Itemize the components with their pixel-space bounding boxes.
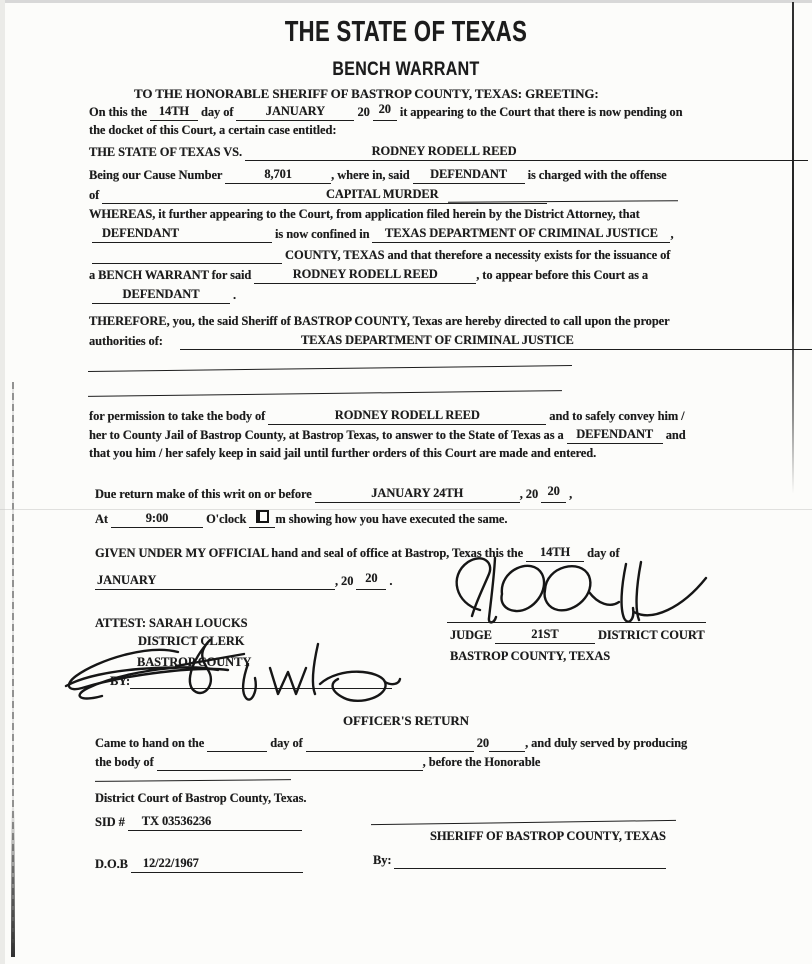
- authorities-label: authorities of:: [89, 334, 163, 348]
- return-line2-pre: the body of: [95, 755, 154, 769]
- month-field: JANUARY: [236, 103, 354, 121]
- judge-county-line: BASTROP COUNTY, TEXAS: [450, 649, 611, 663]
- permission-name-field: RODNEY RODELL REED: [268, 407, 546, 425]
- due-return-mid: , 20: [519, 487, 539, 501]
- permission-post: and to safely convey him /: [549, 409, 685, 423]
- cause-pre: Being our Cause Number: [89, 168, 223, 182]
- sheriff-by-line: [373, 851, 666, 869]
- cause-mid: , where in, said: [331, 168, 410, 182]
- warrant-post: , to appear before this Court as a: [476, 268, 649, 282]
- return-line1-mid2: 20: [476, 736, 490, 750]
- county-stamp: BASTROP COUNTY: [137, 655, 252, 669]
- testimonium-month-field: JANUARY: [95, 572, 335, 590]
- judge-line: [450, 626, 705, 644]
- authority-field: TEXAS DEPARTMENT OF CRIMINAL JUSTICE: [180, 332, 812, 350]
- whereas-line-3: [92, 246, 670, 264]
- return-body-blank: [157, 753, 423, 771]
- return-year-field: [541, 485, 566, 503]
- permission-line-2: [89, 426, 686, 444]
- defendant-name-field: RODNEY RODELL REED: [245, 143, 808, 161]
- opening-line-2: the docket of this Court, a certain case entitled:: [89, 123, 337, 137]
- document-subtitle: BENCH WARRANT: [332, 59, 480, 80]
- return-line1-mid1: day of: [270, 736, 303, 750]
- return-date-field: JANUARY 24TH: [315, 485, 520, 503]
- appear-as-field: DEFENDANT: [92, 286, 230, 304]
- attest-line-1: ATTEST: SARAH LOUCKS: [95, 616, 248, 630]
- document-title: THE STATE OF TEXAS: [284, 16, 528, 48]
- return-line1-pre: Came to hand on the: [95, 736, 205, 750]
- opening-pre: On this the: [89, 105, 147, 119]
- year-value: 20: [378, 102, 391, 116]
- sheriff-label: SHERIFF OF BASTROP COUNTY, TEXAS: [430, 829, 666, 843]
- whereas-line-2: [92, 225, 674, 243]
- facility-field: TEXAS DEPARTMENT OF CRIMINAL JUSTICE: [372, 225, 670, 243]
- cause-post: is charged with the offense: [527, 168, 667, 182]
- offense-field: CAPITAL MURDER: [102, 186, 547, 204]
- district-court-line: District Court of Bastrop County, Texas.: [95, 791, 307, 805]
- day-field: 14TH: [150, 103, 198, 121]
- warrant-name-field: RODNEY RODELL REED: [254, 266, 476, 284]
- judge-signature-line: [447, 622, 706, 623]
- as-party-field: DEFENDANT: [567, 426, 663, 444]
- case-caption-line: [89, 143, 808, 161]
- testimonium-period: .: [389, 574, 393, 588]
- permission-line-3: that you him / her safely keep in said jail until further orders of this Court are made and entered.: [89, 446, 597, 460]
- therefore-line-2: [89, 332, 812, 350]
- return-line1-post: , and duly served by producing: [525, 736, 688, 750]
- time-line: [95, 510, 507, 528]
- county-blank-field: [92, 246, 282, 264]
- testimonium-post: day of: [587, 546, 620, 560]
- dob-field: 12/22/1967: [131, 855, 303, 873]
- testimonium-mid: , 20: [335, 574, 354, 588]
- opening-post: it appearing to the Court that there is now pending on: [399, 105, 683, 119]
- judge-label: JUDGE: [450, 628, 492, 642]
- scan-edge-left: [0, 0, 5, 964]
- due-return-comma: ,: [569, 487, 573, 501]
- testimonium-day-field: 14TH: [526, 544, 584, 562]
- vs-label: THE STATE OF TEXAS VS.: [89, 145, 243, 159]
- sid-line: [95, 813, 302, 831]
- offense-line-extension: [448, 200, 678, 203]
- return-line-2: [95, 753, 540, 771]
- testimonium-year-field: [356, 572, 386, 590]
- meridiem-checkbox-icon: [256, 510, 269, 523]
- testimonium-line-2: [95, 572, 392, 590]
- of-label: of: [89, 188, 100, 202]
- judge-signature: [438, 550, 713, 630]
- county-line-text: COUNTY, TEXAS and that therefore a necessity exists for the issuance of: [285, 248, 671, 262]
- return-year-blank: [489, 734, 525, 752]
- permission-line2-pre: her to County Jail of Bastrop County, at Bastrop Texas, to answer to the State of Texas as a: [89, 428, 564, 442]
- whereas-line-4: [89, 266, 648, 284]
- honorable-blank-line: [95, 779, 291, 782]
- oclock-label: O'clock: [206, 512, 247, 526]
- time-field: 9:00: [111, 510, 203, 528]
- court-number-field: 21ST: [495, 626, 595, 644]
- return-line-1: [95, 734, 687, 752]
- sheriff-by-blank: [394, 851, 666, 869]
- clerk-signature: [58, 626, 403, 708]
- opening-line-1: [89, 103, 682, 121]
- whereas-party-field: DEFENDANT: [92, 225, 272, 243]
- confined-label: is now confined in: [275, 227, 370, 241]
- dob-line: [95, 855, 303, 873]
- opening-mid: day of: [201, 105, 234, 119]
- return-line2-post: , before the Honorable: [422, 755, 541, 769]
- whereas-comma: ,: [670, 227, 674, 241]
- testimonium-year-value: 20: [365, 571, 378, 585]
- scan-artifact-left-line: [12, 382, 14, 957]
- warrant-pre: a BENCH WARRANT for said: [89, 268, 252, 282]
- salutation-line: TO THE HONORABLE SHERIFF OF BASTROP COUNTY, TEXAS: GREETING:: [134, 86, 599, 101]
- scan-artifact-right-line: [792, 2, 794, 494]
- permission-line-1: [89, 407, 685, 425]
- whereas-line-5: [92, 286, 236, 304]
- attest-by-label: BY:: [110, 674, 131, 688]
- scan-edge-top: [0, 0, 812, 3]
- opening-century: 20: [357, 105, 370, 119]
- at-label: At: [95, 512, 108, 526]
- said-party-field: DEFENDANT: [413, 166, 525, 184]
- return-day-blank: [207, 734, 267, 752]
- sid-label: SID #: [95, 815, 125, 829]
- therefore-line-1: THEREFORE, you, the said Sheriff of BASTROP COUNTY, Texas are hereby directed to call upon the proper: [89, 314, 670, 328]
- sheriff-signature-line: [371, 820, 676, 825]
- whereas-period: .: [233, 288, 237, 302]
- year-field: [373, 103, 397, 121]
- permission-line2-post: and: [665, 428, 686, 442]
- permission-pre: for permission to take the body of: [89, 409, 266, 423]
- return-month-blank: [306, 734, 474, 752]
- testimonium-pre: GIVEN UNDER MY OFFICIAL hand and seal of office at Bastrop, Texas this the: [95, 546, 524, 560]
- due-return-line: [95, 485, 572, 503]
- sheriff-by-label: By:: [373, 853, 392, 867]
- meridiem-suffix: m showing how you have executed the same.: [275, 512, 508, 526]
- due-return-pre: Due return make of this writ on or before: [95, 487, 312, 501]
- attest-line-2: DISTRICT CLERK: [138, 634, 245, 648]
- blank-line-b: [88, 390, 562, 397]
- cause-number-field: 8,701: [225, 166, 331, 184]
- return-year-value: 20: [547, 484, 560, 498]
- cause-number-line: [89, 166, 667, 184]
- district-court-label: DISTRICT COURT: [597, 628, 705, 642]
- meridiem-field: [249, 510, 275, 528]
- sid-field: TX 03536236: [128, 813, 302, 831]
- dob-label: D.O.B: [95, 857, 128, 871]
- officers-return-heading: OFFICER'S RETURN: [343, 713, 469, 728]
- whereas-line-1: WHEREAS, it further appearing to the Court, from application filed herein by the District Attorney, that: [89, 207, 640, 221]
- blank-line-a: [88, 365, 572, 372]
